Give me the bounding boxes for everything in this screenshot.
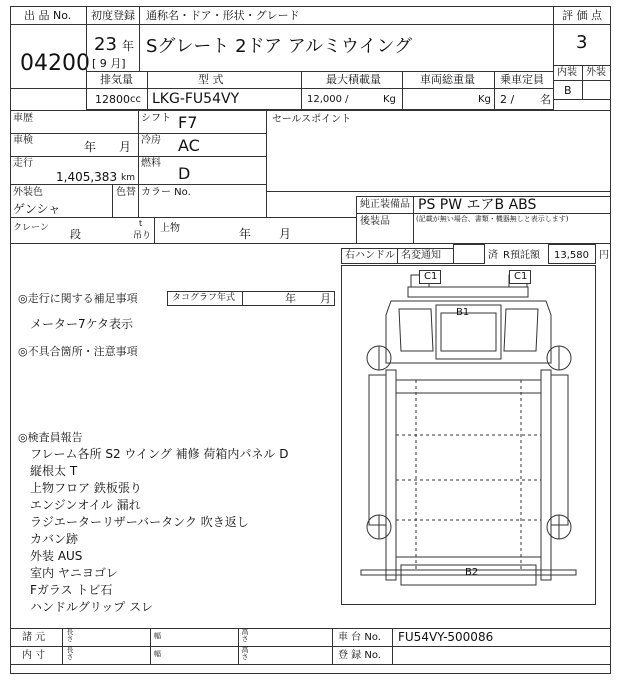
report-line: カバン跡 [30,532,79,546]
chassis-number: FU54VY-500086 [398,630,494,644]
first-reg-year-unit: 年 [122,39,135,53]
tacho-year-unit: 年 [285,292,296,305]
report-line: エンジンオイル 漏れ [30,498,141,512]
model-label-cell [147,71,302,89]
report-line: Fガラス トビ石 [30,583,113,597]
name-change-value-cell [453,244,485,264]
r-deposit-amount: 13,580 [554,250,589,261]
lot-number: 04200 [20,51,90,76]
footer-divider [392,628,393,665]
report-line: 室内 ヤニヨゴレ [30,566,118,580]
odometer-prefix: 済 [488,250,498,261]
upper-cell [154,217,357,244]
fuel-value: D [178,164,191,183]
equipment-value: PS PW エアB ABS [418,197,537,213]
aircon-label: 冷房 [141,135,161,146]
score-label: 評 価 点 [562,9,602,22]
crane-stage: 段 [70,228,81,241]
length-label: 長さ [66,628,74,642]
width-label: 幅 [154,632,161,640]
history-label: 車歴 [13,113,33,124]
displacement-value: 12800 [95,93,130,106]
model-label: 型 式 [198,73,224,86]
capacity-label: 乗車定員 [500,73,544,86]
displacement-label: 排気量 [100,73,133,86]
crane-t: t [139,219,143,228]
exterior-score-cell [582,80,611,100]
first-reg-label: 初度登録 [91,9,135,22]
upper-year-unit: 年 [239,227,252,241]
crane-label: クレーン [13,223,49,233]
max-load-label: 最大積載量 [326,73,381,86]
inspection-year-unit: 年 [84,140,97,154]
upper-label: 上物 [160,223,180,234]
mileage-label: 走行 [13,158,33,169]
shift-label: シフト [141,113,171,124]
mileage-value: 1,405,383 [56,170,118,184]
interior-width-label: 幅 [154,650,161,658]
rhd-label: 右ハンドル [345,250,395,261]
supplement-text: メーター7ケタ表示 [30,317,134,331]
grade-text: Sグレート 2ドア アルミウイング [146,36,413,57]
tacho-month-unit: 月 [320,292,331,305]
equipment-label: 純正装備品 [360,199,410,210]
sales-point-label: セールスポイント [272,114,352,125]
capacity-value: 2 / [500,93,515,106]
first-reg-year: 23 [94,34,117,55]
specs-label: 諸 元 [22,632,46,643]
r-deposit-label: R預託額 [503,250,540,261]
c1-left-label: C1 [424,271,438,282]
inspection-month-unit: 月 [119,140,132,154]
tacho-label: タコグラフ年式 [172,293,236,303]
inspection-label: 車検 [13,135,33,146]
inspector-label: ◎検査員報告 [18,431,83,444]
b2-label: B2 [465,567,479,578]
footer-divider [62,628,63,665]
model-value: LKG-FU54VY [152,91,240,107]
grade-label: 通称名・ドア・形状・グレード [146,9,300,22]
footer-row-specs [10,628,611,647]
crane-hoist: 吊り [133,231,152,241]
displacement-unit: cc [130,94,141,105]
interior-length-label: 長さ [66,646,74,660]
registration-label: 登 録 No. [338,650,381,661]
max-load-value: 12,000 / [307,94,349,105]
chassis-label: 車 台 No. [338,632,381,643]
footer-row-interior [10,646,611,665]
shift-value: F7 [178,113,198,132]
color-change-label: 色替 [116,187,136,198]
footer-divider [238,628,239,665]
gross-weight-label: 車両総重量 [420,73,475,86]
report-line: フレーム各所 S2 ウイング 補修 荷箱内パネル D [30,447,289,461]
aftermarket-note: (記載が無い場合、書類・機器無しと表示します) [416,215,569,223]
height-label: 高さ [241,628,249,642]
exterior-color-value: ゲンシャ [13,202,61,216]
first-reg-month: [ 9 月] [92,57,126,70]
lot-no-label: 出 品 No. [24,9,72,22]
interior-dim-label: 内 寸 [22,650,46,661]
report-line: ハンドルグリップ スレ [30,600,154,614]
footer-divider [150,628,151,665]
exterior-color-label: 外装色 [13,187,43,198]
interior-score: B [564,84,572,97]
report-line: 縦根太 T [30,464,78,478]
color-no-label: カラー No. [141,187,191,198]
gross-weight-unit: Kg [478,94,491,105]
aircon-value: AC [178,136,200,155]
fuel-label: 燃料 [141,158,161,169]
r-deposit-unit: 円 [599,250,609,261]
report-line: 外装 AUS [30,549,83,563]
aftermarket-label: 後装品 [360,216,390,227]
report-line: 上物フロア 鉄板張り [30,481,142,495]
footer-divider [332,628,333,665]
b1-label: B1 [456,307,470,318]
inspector-report-list [30,446,289,616]
score-value: 3 [576,32,588,53]
supplement-label: ◎走行に関する補足事項 [18,292,138,305]
mileage-unit: km [121,173,135,183]
defects-label: ◎不具合箇所・注意事項 [18,345,138,358]
exterior-label: 外装 [586,67,606,78]
name-change-label: 名変通知 [401,250,441,261]
c1-right-label: C1 [514,271,528,282]
interior-label: 内装 [557,67,577,78]
report-line: ラジエーターリザーバータンク 吹き返し [30,515,249,529]
interior-height-label: 高さ [241,646,249,660]
upper-month-unit: 月 [279,227,292,241]
capacity-unit: 名 [540,93,551,106]
max-load-unit: Kg [383,94,396,105]
